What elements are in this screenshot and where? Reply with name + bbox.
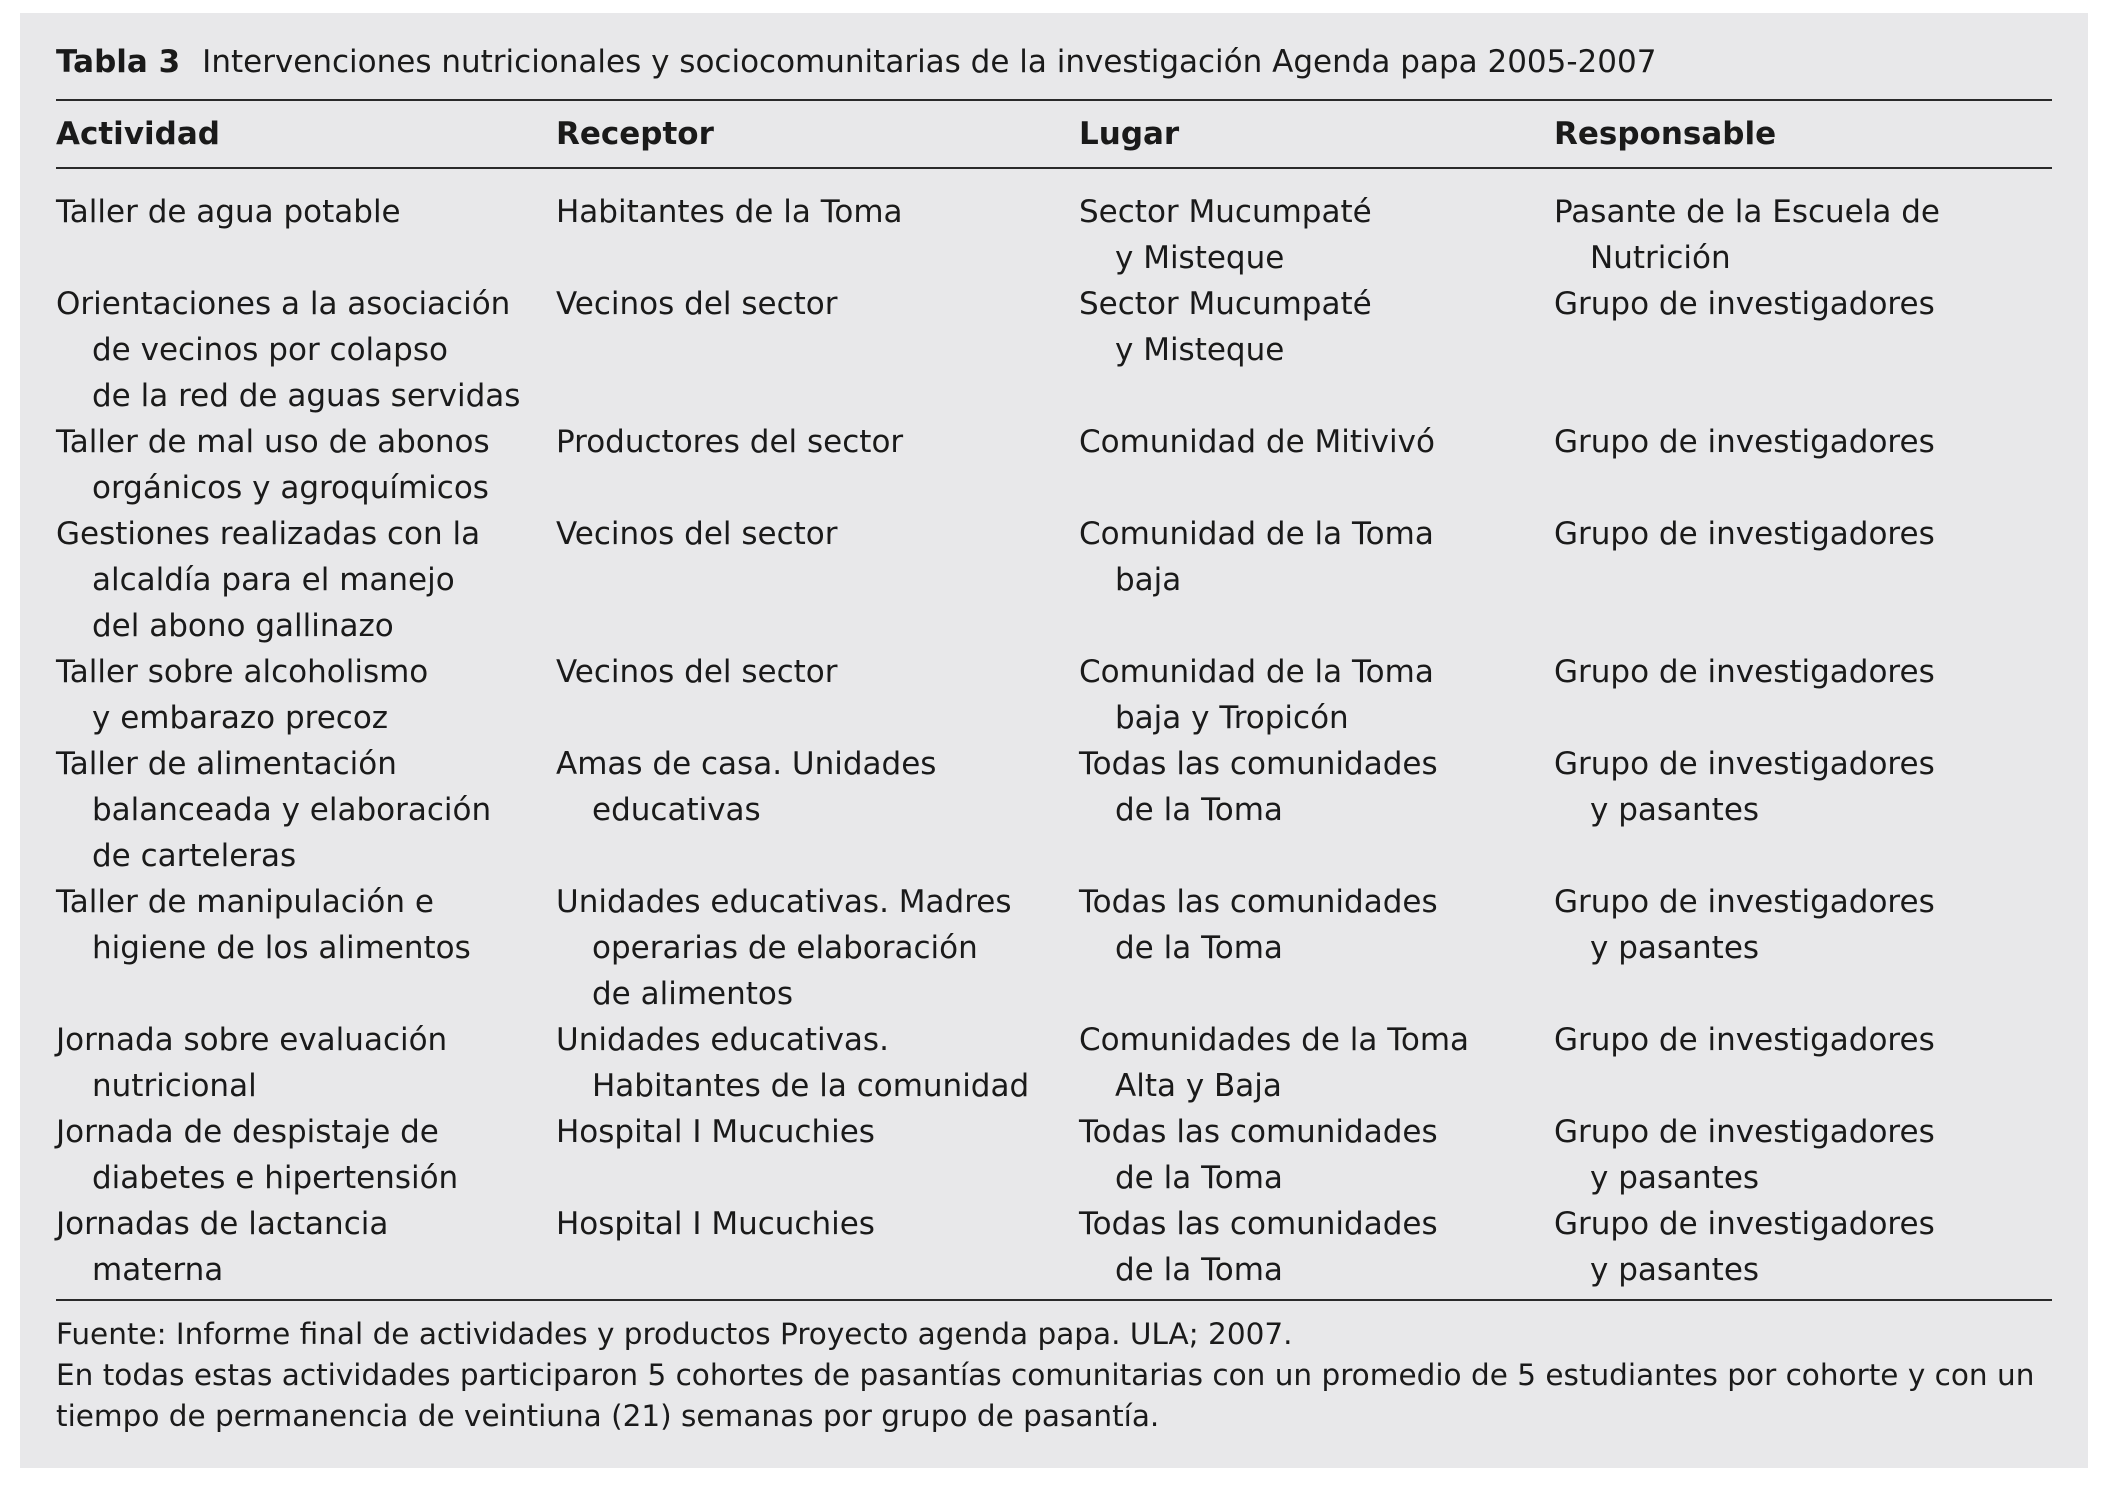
cell-responsable-line: Grupo de investigadores — [1554, 286, 1935, 322]
cell-lugar-line: Todas las comunidades — [1079, 746, 1438, 782]
cell-actividad — [56, 741, 491, 879]
cell-lugar-line: Sector Mucumpaté — [1079, 194, 1372, 230]
bottom-rule — [56, 1299, 2052, 1301]
cell-actividad-line: y embarazo precoz — [92, 700, 389, 736]
cell-actividad — [56, 1109, 458, 1201]
cell-responsable-line: Nutrición — [1590, 240, 1731, 276]
cell-responsable-line: Grupo de investigadores — [1554, 1022, 1935, 1058]
table-row — [56, 741, 2052, 879]
cell-receptor-line: Vecinos del sector — [556, 286, 838, 322]
cell-actividad — [56, 419, 490, 511]
cell-responsable — [1554, 1109, 1935, 1201]
cell-actividad-line: Orientaciones a la asociación — [56, 286, 511, 322]
cell-actividad-line: materna — [92, 1252, 224, 1288]
cell-responsable-line: Grupo de investigadores — [1554, 516, 1935, 552]
cell-actividad — [56, 649, 428, 741]
cell-responsable — [1554, 1201, 1935, 1293]
cell-lugar — [1079, 1201, 1438, 1293]
cell-responsable-line: y pasantes — [1590, 792, 1760, 828]
participation-note-line-2: tiempo de permanencia de veintiuna (21) semanas por grupo de pasantía. — [56, 1399, 1160, 1433]
cell-actividad-line: Jornada de despistaje de — [56, 1114, 439, 1150]
cell-responsable-line: Grupo de investigadores — [1554, 654, 1935, 690]
top-rule — [56, 99, 2052, 101]
cell-receptor — [556, 741, 936, 833]
table-row — [56, 649, 2052, 741]
cell-actividad-line: de vecinos por colapso — [92, 332, 448, 368]
cell-lugar — [1079, 741, 1438, 833]
cell-actividad — [56, 1201, 388, 1293]
cell-lugar — [1079, 1017, 1469, 1109]
cell-actividad-line: Jornada sobre evaluación — [56, 1022, 448, 1058]
cell-receptor-line: Vecinos del sector — [556, 516, 838, 552]
cell-responsable — [1554, 649, 1935, 695]
cell-responsable-line: y pasantes — [1590, 930, 1760, 966]
cell-responsable — [1554, 741, 1935, 833]
table-title: Intervenciones nutricionales y sociocomunitarias de la investigación Agenda papa 2005-2007 — [202, 44, 1657, 80]
cell-lugar-line: Sector Mucumpaté — [1079, 286, 1372, 322]
cell-responsable-line: Grupo de investigadores — [1554, 1114, 1935, 1150]
table-row — [56, 189, 2052, 281]
cell-lugar — [1079, 649, 1434, 741]
cell-actividad-line: alcaldía para el manejo — [92, 562, 455, 598]
table-row — [56, 1201, 2052, 1293]
cell-lugar-line: Comunidades de la Toma — [1079, 1022, 1470, 1058]
cell-lugar-line: Todas las comunidades — [1079, 1114, 1438, 1150]
cell-actividad — [56, 879, 471, 971]
cell-actividad-line: higiene de los alimentos — [92, 930, 471, 966]
table-row — [56, 1017, 2052, 1109]
cell-receptor-line: Productores del sector — [556, 424, 904, 460]
cell-lugar-line: de la Toma — [1115, 792, 1283, 828]
cell-receptor — [556, 1201, 875, 1247]
cell-responsable-line: Grupo de investigadores — [1554, 1206, 1935, 1242]
cell-actividad — [56, 511, 480, 649]
column-header-responsable: Responsable — [1554, 116, 1777, 152]
cell-receptor-line: Habitantes de la comunidad — [592, 1068, 1030, 1104]
cell-receptor-line: Vecinos del sector — [556, 654, 838, 690]
table-caption — [56, 38, 1656, 86]
cell-responsable-line: Pasante de la Escuela de — [1554, 194, 1940, 230]
cell-actividad-line: de carteleras — [92, 838, 297, 874]
cell-receptor-line: de alimentos — [592, 976, 794, 1012]
cell-actividad-line: Taller de manipulación e — [56, 884, 434, 920]
cell-actividad-line: Taller de alimentación — [56, 746, 397, 782]
cell-lugar-line: Comunidad de Mitivivó — [1079, 424, 1435, 460]
cell-receptor-line: Unidades educativas. Madres — [556, 884, 1012, 920]
cell-actividad-line: Taller de agua potable — [56, 194, 401, 230]
cell-receptor — [556, 879, 1012, 1017]
cell-responsable — [1554, 281, 1935, 327]
cell-lugar-line: Alta y Baja — [1115, 1068, 1282, 1104]
cell-responsable-line: Grupo de investigadores — [1554, 746, 1935, 782]
cell-responsable — [1554, 879, 1935, 971]
cell-receptor-line: Habitantes de la Toma — [556, 194, 903, 230]
cell-receptor-line: Amas de casa. Unidades — [556, 746, 937, 782]
cell-actividad-line: orgánicos y agroquímicos — [92, 470, 489, 506]
cell-lugar — [1079, 1109, 1438, 1201]
cell-lugar — [1079, 419, 1435, 465]
cell-receptor — [556, 511, 838, 557]
cell-responsable — [1554, 419, 1935, 465]
cell-lugar — [1079, 511, 1434, 603]
cell-actividad-line: Jornadas de lactancia — [56, 1206, 389, 1242]
table-row — [56, 879, 2052, 1017]
table-label: Tabla 3 — [56, 44, 181, 80]
cell-lugar-line: y Misteque — [1115, 240, 1285, 276]
header-rule — [56, 167, 2052, 169]
cell-receptor — [556, 281, 838, 327]
cell-responsable-line: y pasantes — [1590, 1160, 1760, 1196]
cell-lugar-line: Comunidad de la Toma — [1079, 654, 1434, 690]
cell-receptor-line: educativas — [592, 792, 761, 828]
cell-receptor-line: Hospital I Mucuchies — [556, 1114, 875, 1150]
cell-actividad-line: Gestiones realizadas con la — [56, 516, 481, 552]
cell-responsable — [1554, 511, 1935, 557]
cell-lugar-line: baja y Tropicón — [1115, 700, 1349, 736]
cell-lugar-line: baja — [1115, 562, 1182, 598]
cell-actividad — [56, 189, 401, 235]
cell-receptor — [556, 419, 903, 465]
cell-lugar — [1079, 189, 1372, 281]
table-notes — [56, 1314, 2052, 1437]
cell-lugar-line: de la Toma — [1115, 1160, 1283, 1196]
cell-receptor — [556, 1017, 1029, 1109]
cell-lugar-line: Comunidad de la Toma — [1079, 516, 1434, 552]
column-header-actividad: Actividad — [56, 116, 220, 152]
cell-lugar-line: de la Toma — [1115, 1252, 1283, 1288]
cell-receptor — [556, 189, 903, 235]
table-body — [56, 189, 2052, 1293]
cell-lugar-line: de la Toma — [1115, 930, 1283, 966]
cell-actividad — [56, 1017, 447, 1109]
cell-lugar — [1079, 281, 1372, 373]
cell-actividad-line: del abono gallinazo — [92, 608, 394, 644]
table-header — [56, 110, 2052, 158]
table-row — [56, 511, 2052, 649]
cell-actividad-line: de la red de aguas servidas — [92, 378, 521, 414]
cell-lugar-line: y Misteque — [1115, 332, 1285, 368]
cell-actividad-line: nutricional — [92, 1068, 257, 1104]
cell-receptor-line: Hospital I Mucuchies — [556, 1206, 875, 1242]
cell-receptor — [556, 649, 838, 695]
table-row — [56, 419, 2052, 511]
participation-note-line-1: En todas estas actividades participaron 5 cohortes de pasantías comunitarias con un promedio de 5 estudiantes por cohorte y con un — [56, 1358, 2035, 1392]
table-row — [56, 1109, 2052, 1201]
cell-responsable-line: y pasantes — [1590, 1252, 1760, 1288]
cell-actividad-line: Taller sobre alcoholismo — [56, 654, 429, 690]
cell-actividad-line: diabetes e hipertensión — [92, 1160, 459, 1196]
source-note: Fuente: Informe final de actividades y productos Proyecto agenda papa. ULA; 2007. — [56, 1317, 1293, 1351]
cell-receptor — [556, 1109, 875, 1155]
cell-lugar — [1079, 879, 1438, 971]
cell-lugar-line: Todas las comunidades — [1079, 884, 1438, 920]
cell-responsable-line: Grupo de investigadores — [1554, 884, 1935, 920]
cell-actividad-line: Taller de mal uso de abonos — [56, 424, 490, 460]
column-header-receptor: Receptor — [556, 116, 714, 152]
cell-receptor-line: Unidades educativas. — [556, 1022, 889, 1058]
column-header-lugar: Lugar — [1079, 116, 1180, 152]
cell-lugar-line: Todas las comunidades — [1079, 1206, 1438, 1242]
cell-receptor-line: operarias de elaboración — [592, 930, 978, 966]
table-row — [56, 281, 2052, 419]
cell-responsable — [1554, 1017, 1935, 1063]
cell-responsable-line: Grupo de investigadores — [1554, 424, 1935, 460]
cell-responsable — [1554, 189, 1940, 281]
cell-actividad — [56, 281, 520, 419]
cell-actividad-line: balanceada y elaboración — [92, 792, 492, 828]
